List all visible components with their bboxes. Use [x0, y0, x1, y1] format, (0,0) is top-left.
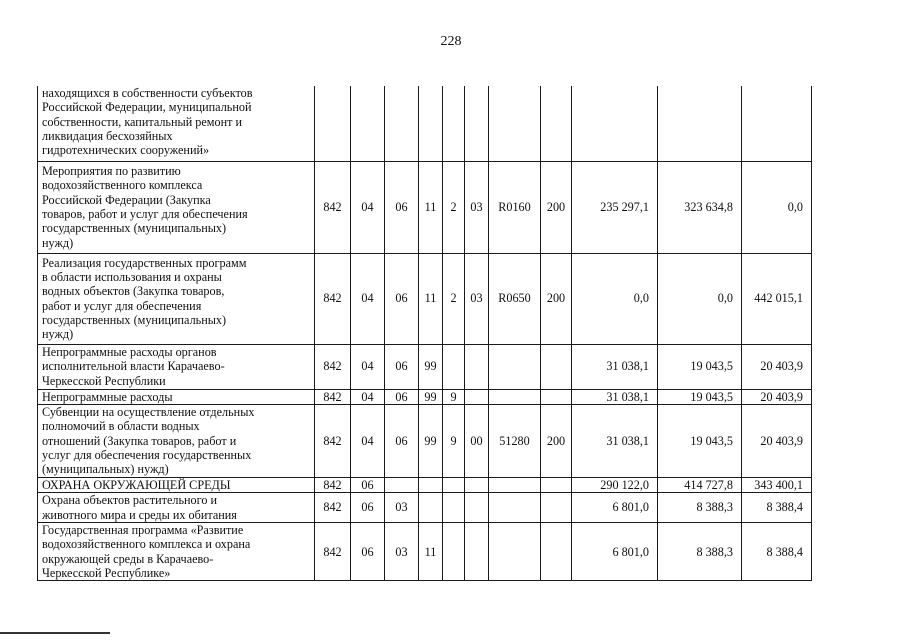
col-grbs: 842	[315, 161, 351, 253]
row-name-line: окружающей среды в Карачаево-	[42, 551, 214, 566]
col-pr: 06	[385, 253, 419, 344]
row-name-line: Охрана объектов растительного и	[42, 493, 218, 508]
table-row	[38, 493, 812, 523]
col-cs3	[465, 523, 489, 581]
row-name-line: Реализация государственных программ	[42, 255, 247, 270]
col-year2: 19 043,5	[658, 404, 742, 477]
row-name-line: (муниципальных) нужд)	[42, 462, 169, 477]
col-vr	[541, 344, 572, 389]
col-rz: 04	[351, 389, 385, 404]
col-cs2	[443, 86, 465, 161]
row-name-line: Государственная программа «Развитие	[42, 523, 244, 538]
col-pr	[385, 477, 419, 492]
col-year3: 20 403,9	[742, 404, 812, 477]
col-year2: 8 388,3	[658, 523, 742, 581]
col-cs1	[419, 477, 443, 492]
row-name	[38, 404, 315, 477]
row-name-line: водохозяйственного комплекса	[42, 178, 203, 193]
table-row	[38, 477, 812, 492]
col-cs4	[489, 389, 541, 404]
col-year2: 8 388,3	[658, 493, 742, 523]
row-name-line: Черкесской Республики	[42, 373, 166, 388]
col-grbs: 842	[315, 404, 351, 477]
row-name-line: ликвидация бесхозяйных	[42, 128, 173, 143]
row-name-line: услуг для обеспечения государственных	[42, 447, 252, 462]
col-cs3: 03	[465, 161, 489, 253]
col-cs3	[465, 477, 489, 492]
col-cs2	[443, 523, 465, 581]
col-cs2	[443, 493, 465, 523]
col-vr: 200	[541, 404, 572, 477]
col-vr: 200	[541, 161, 572, 253]
table-row	[38, 253, 812, 344]
row-name-line: полномочий в области водных	[42, 419, 200, 434]
row-name-line: гидротехнических сооружений»	[42, 143, 210, 158]
col-rz: 04	[351, 161, 385, 253]
table-row	[38, 523, 812, 581]
col-grbs: 842	[315, 253, 351, 344]
row-name	[38, 493, 315, 523]
col-cs1: 11	[419, 523, 443, 581]
col-pr: 06	[385, 161, 419, 253]
col-year2: 19 043,5	[658, 344, 742, 389]
col-cs3: 03	[465, 253, 489, 344]
col-rz: 06	[351, 477, 385, 492]
col-year3: 8 388,4	[742, 493, 812, 523]
budget-table	[37, 86, 812, 581]
row-name-line: в области использования и охраны	[42, 269, 222, 284]
table-row	[38, 86, 812, 161]
row-name-line: собственности, капитальный ремонт и	[42, 114, 242, 129]
col-grbs: 842	[315, 523, 351, 581]
col-vr	[541, 493, 572, 523]
col-vr	[541, 523, 572, 581]
col-vr	[541, 477, 572, 492]
col-rz: 06	[351, 493, 385, 523]
col-year1: 235 297,1	[572, 161, 658, 253]
col-pr: 06	[385, 389, 419, 404]
col-year1: 31 038,1	[572, 389, 658, 404]
col-cs1: 11	[419, 253, 443, 344]
page-edge-line	[0, 632, 110, 634]
row-name	[38, 389, 315, 404]
col-grbs	[315, 86, 351, 161]
row-name-line: Непрограммные расходы	[42, 389, 173, 404]
col-pr: 06	[385, 404, 419, 477]
row-name-line: Субвенции на осуществление отдельных	[42, 405, 255, 420]
col-cs2: 2	[443, 161, 465, 253]
row-name-line: Непрограммные расходы органов	[42, 345, 217, 360]
col-year3: 20 403,9	[742, 344, 812, 389]
row-name-line: водохозяйственного комплекса и охрана	[42, 537, 251, 552]
row-name	[38, 253, 315, 344]
col-year1: 290 122,0	[572, 477, 658, 492]
col-year2	[658, 86, 742, 161]
col-year2: 414 727,8	[658, 477, 742, 492]
col-cs2: 2	[443, 253, 465, 344]
col-rz	[351, 86, 385, 161]
col-cs3: 00	[465, 404, 489, 477]
col-cs2: 9	[443, 389, 465, 404]
table-row	[38, 404, 812, 477]
row-name-line: Мероприятия по развитию	[42, 164, 181, 179]
table-row	[38, 344, 812, 389]
row-name	[38, 344, 315, 389]
col-pr: 03	[385, 523, 419, 581]
col-rz: 06	[351, 523, 385, 581]
col-year3: 442 015,1	[742, 253, 812, 344]
col-year2: 0,0	[658, 253, 742, 344]
table-row	[38, 161, 812, 253]
col-cs3	[465, 493, 489, 523]
col-cs4: R0160	[489, 161, 541, 253]
col-year1: 6 801,0	[572, 523, 658, 581]
col-year3: 343 400,1	[742, 477, 812, 492]
col-cs2	[443, 344, 465, 389]
row-name-line: работ и услуг для обеспечения	[42, 298, 202, 313]
col-cs2	[443, 477, 465, 492]
row-name	[38, 477, 315, 492]
table-row	[38, 389, 812, 404]
col-grbs: 842	[315, 493, 351, 523]
col-cs2: 9	[443, 404, 465, 477]
row-name	[38, 523, 315, 581]
col-cs1: 11	[419, 161, 443, 253]
col-cs3	[465, 389, 489, 404]
row-name-line: исполнительной власти Карачаево-	[42, 359, 225, 374]
col-year3	[742, 86, 812, 161]
row-name-line: нужд)	[42, 235, 74, 250]
row-name-line: Российской Федерации (Закупка	[42, 192, 211, 207]
row-name	[38, 86, 315, 161]
col-grbs: 842	[315, 344, 351, 389]
col-rz: 04	[351, 253, 385, 344]
col-vr: 200	[541, 253, 572, 344]
row-name-line: животного мира и среды их обитания	[42, 507, 237, 522]
row-name-line: отношений (Закупка товаров, работ и	[42, 433, 237, 448]
col-year3: 20 403,9	[742, 389, 812, 404]
col-cs1	[419, 493, 443, 523]
col-cs1	[419, 86, 443, 161]
col-rz: 04	[351, 344, 385, 389]
col-year3: 0,0	[742, 161, 812, 253]
col-cs4	[489, 86, 541, 161]
row-name-line: водных объектов (Закупка товаров,	[42, 284, 225, 299]
row-name-line: находящихся в собственности субъектов	[42, 86, 253, 100]
col-cs4: R0650	[489, 253, 541, 344]
col-pr	[385, 86, 419, 161]
col-year2: 323 634,8	[658, 161, 742, 253]
col-cs1: 99	[419, 404, 443, 477]
row-name-line: товаров, работ и услуг для обеспечения	[42, 207, 248, 221]
col-year1: 31 038,1	[572, 344, 658, 389]
col-rz: 04	[351, 404, 385, 477]
col-year1: 31 038,1	[572, 404, 658, 477]
col-cs4	[489, 493, 541, 523]
col-cs4	[489, 344, 541, 389]
col-cs3	[465, 344, 489, 389]
col-year3: 8 388,4	[742, 523, 812, 581]
col-year1: 6 801,0	[572, 493, 658, 523]
page-number: 228	[440, 34, 462, 49]
col-grbs: 842	[315, 477, 351, 492]
col-pr: 06	[385, 344, 419, 389]
col-cs4: 51280	[489, 404, 541, 477]
row-name-line: государственных (муниципальных)	[42, 312, 227, 327]
col-vr	[541, 86, 572, 161]
col-vr	[541, 389, 572, 404]
col-pr: 03	[385, 493, 419, 523]
row-name-line: государственных (муниципальных)	[42, 221, 227, 236]
col-year1	[572, 86, 658, 161]
col-cs4	[489, 523, 541, 581]
col-cs3	[465, 86, 489, 161]
col-year2: 19 043,5	[658, 389, 742, 404]
col-year1: 0,0	[572, 253, 658, 344]
row-name	[38, 161, 315, 253]
col-cs1: 99	[419, 389, 443, 404]
row-name-line: Черкесской Республике»	[42, 565, 171, 580]
row-name-line: нужд)	[42, 327, 74, 342]
row-name-line: ОХРАНА ОКРУЖАЮЩЕЙ СРЕДЫ	[42, 477, 231, 492]
col-cs4	[489, 477, 541, 492]
col-grbs: 842	[315, 389, 351, 404]
col-cs1: 99	[419, 344, 443, 389]
row-name-line: Российской Федерации, муниципальной	[42, 100, 252, 115]
